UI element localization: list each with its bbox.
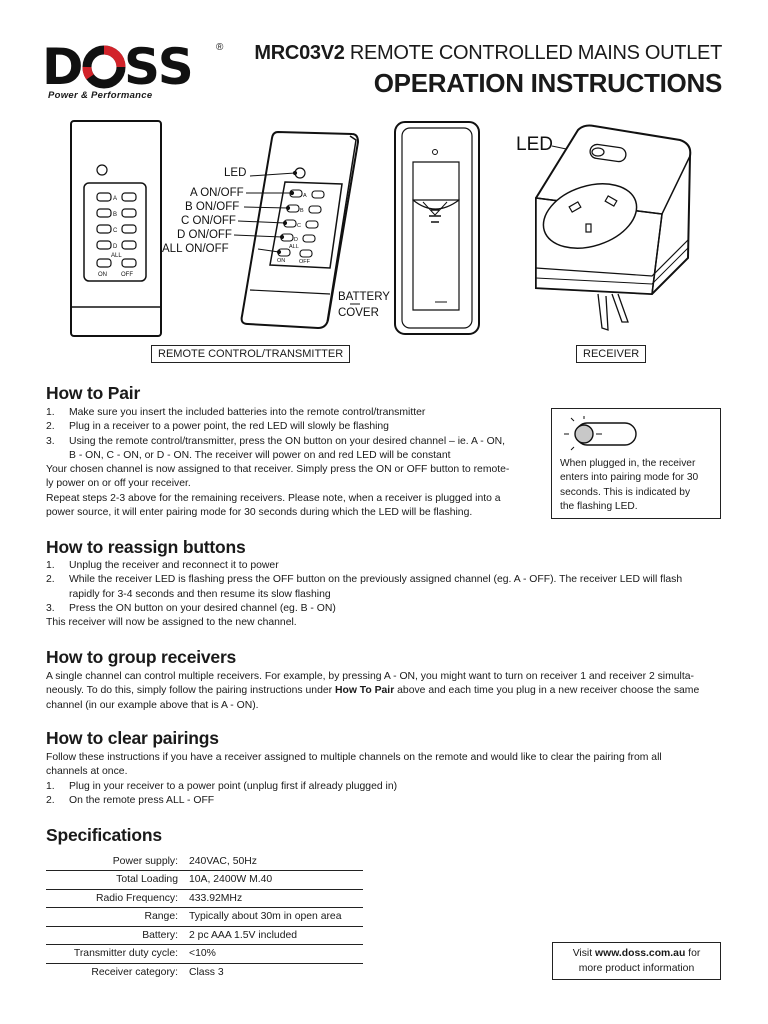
remote-key-off: OFF bbox=[121, 272, 133, 278]
remote-key-a: A bbox=[113, 196, 118, 202]
remote-key-d: D bbox=[113, 244, 118, 250]
remote-caption: REMOTE CONTROL/TRANSMITTER bbox=[151, 345, 350, 363]
angled-key-c: C bbox=[297, 223, 301, 229]
remote-back-illustration bbox=[393, 120, 483, 340]
receiver-led-label: LED bbox=[516, 134, 553, 155]
model-number: MRC03V2 bbox=[254, 42, 345, 64]
heading-clear: How to clear pairings bbox=[46, 728, 219, 748]
remote-key-c: C bbox=[113, 228, 118, 234]
brand-wordmark bbox=[42, 40, 222, 97]
table-row: Power supply: 240VAC, 50Hz bbox=[46, 852, 363, 871]
angled-key-d: D bbox=[294, 237, 298, 243]
pair-after-2: ly power on or off your receiver. bbox=[46, 478, 191, 490]
table-row: Radio Frequency: 433.92MHz bbox=[46, 889, 363, 908]
registered-mark: ® bbox=[216, 42, 224, 53]
table-row: Range: Typically about 30m in open area bbox=[46, 908, 363, 927]
angled-key-a: A bbox=[303, 193, 307, 199]
table-row: Total Loading 10A, 2400W M.40 bbox=[46, 871, 363, 890]
pair-after-1: Your chosen channel is now assigned to that receiver. Simply press the ON or OFF button to remote- bbox=[46, 464, 510, 476]
product-title bbox=[254, 42, 722, 65]
brand-o-ring bbox=[87, 50, 121, 84]
clear-steps bbox=[46, 780, 726, 809]
reassign-after: This receiver will now be assigned to the new channel. bbox=[46, 617, 297, 629]
pairing-note-box bbox=[551, 408, 721, 519]
callout-all-on-off: ALL ON/OFF bbox=[162, 243, 229, 255]
reassign-step: 2. While the receiver LED is flashing press the OFF button on the previously assigned channel (eg. A - OFF). The receiver LED will flash rapidly for 3-4 seconds and then resume its slow flashing bbox=[46, 574, 683, 600]
brand-tagline: Power & Performance bbox=[48, 90, 153, 101]
brand-logo-graphic bbox=[42, 40, 222, 92]
visit-website-box: Visit www.doss.com.au for more product information bbox=[552, 942, 721, 980]
pair-after-3: Repeat steps 2-3 above for the remaining receivers. Please note, when a receiver is plugged into a bbox=[46, 492, 501, 504]
callout-a-on-off: A ON/OFF bbox=[190, 187, 244, 199]
clear-section: Follow these instructions if you have a receiver assigned to multiple channels on the remote and would like to clear the pairing from all channels at once. 1. Plug in your receiver to a power point (unplug first if already plugged in) 2. On the remote press ALL - OFF bbox=[46, 751, 726, 808]
table-row: Battery: 2 pc AAA 1.5V included bbox=[46, 926, 363, 945]
pair-step: 3. Using the remote control/transmitter, press the ON button on your desired channel – ie. A - ON, B - ON, C - ON, or D - ON. The receiver will power on and red LED will be constant bbox=[46, 435, 506, 461]
receiver-illustration bbox=[512, 118, 712, 343]
heading-reassign: How to reassign buttons bbox=[46, 537, 246, 557]
remote-key-all: ALL bbox=[111, 253, 122, 259]
angled-key-off: OFF bbox=[299, 259, 310, 265]
pair-section bbox=[46, 406, 546, 520]
brand-letters-ss: SS bbox=[124, 40, 194, 92]
group-line-2: neously. To do this, simply follow the pairing instructions under How To Pair above and each time you plug in a new receiver choose the same bbox=[46, 685, 700, 697]
clear-step: 2. On the remote press ALL - OFF bbox=[46, 794, 215, 806]
heading-group: How to group receivers bbox=[46, 647, 237, 667]
angled-key-all: ALL bbox=[289, 244, 299, 250]
website-link[interactable]: www.doss.com.au bbox=[595, 948, 686, 959]
heading-how-to-pair: How to Pair bbox=[46, 383, 141, 403]
pair-steps bbox=[46, 406, 546, 463]
product-name: REMOTE CONTROLLED MAINS OUTLET bbox=[349, 42, 722, 64]
reassign-step: 1. Unplug the receiver and reconnect it to power bbox=[46, 560, 279, 571]
callout-led: LED bbox=[224, 167, 247, 179]
pair-step: 1. Make sure you insert the included batteries into the remote control/transmitter bbox=[46, 407, 426, 418]
brand-letter-d: D bbox=[42, 40, 84, 92]
receiver-caption: RECEIVER bbox=[576, 345, 646, 363]
reassign-steps bbox=[46, 559, 726, 616]
spec-table bbox=[46, 852, 363, 982]
table-row: Transmitter duty cycle: <10% bbox=[46, 945, 363, 964]
remote-angled-illustration bbox=[160, 120, 405, 335]
doss-logo bbox=[40, 40, 230, 104]
callout-d-on-off: D ON/OFF bbox=[177, 229, 232, 241]
remote-key-b: B bbox=[113, 212, 118, 218]
pairing-note-text: When plugged in, the receiver enters into pairing mode for 30 seconds. This is indicated by the flashing LED. bbox=[560, 458, 699, 512]
remote-front-illustration bbox=[70, 120, 165, 340]
callout-c-on-off: C ON/OFF bbox=[181, 215, 236, 227]
callout-b-on-off: B ON/OFF bbox=[185, 201, 240, 213]
pair-after-4: power source, it will enter pairing mode for 30 seconds during which the LED will be flashing. bbox=[46, 507, 473, 519]
flashing-led-icon bbox=[560, 415, 640, 455]
clear-step: 1. Plug in your receiver to a power point (unplug first if already plugged in) bbox=[46, 780, 398, 792]
remote-key-on: ON bbox=[98, 272, 107, 278]
pair-step: 2. Plug in a receiver to a power point, the red LED will slowly be flashing bbox=[46, 421, 389, 433]
angled-key-b: B bbox=[300, 208, 304, 214]
document-title: OPERATION INSTRUCTIONS bbox=[373, 68, 722, 98]
callout-battery: BATTERY bbox=[338, 291, 390, 303]
heading-specifications: Specifications bbox=[46, 825, 162, 845]
callout-cover: COVER bbox=[338, 307, 379, 319]
group-section: A single channel can control multiple receivers. For example, by pressing A - ON, you might want to turn on receiver 1 and receiver 2 simulta- neously. To do this, simply follow the pairing instructions under How To Pair above and each time you plug in a new receiver choose the same channel (in our example above that is A - ON). bbox=[46, 670, 726, 713]
table-row: Receiver category: Class 3 bbox=[91, 967, 224, 978]
reassign-section bbox=[46, 559, 726, 630]
reassign-step: 3. Press the ON button on your desired channel (eg. B - ON) bbox=[46, 602, 336, 614]
angled-key-on: ON bbox=[277, 258, 286, 264]
